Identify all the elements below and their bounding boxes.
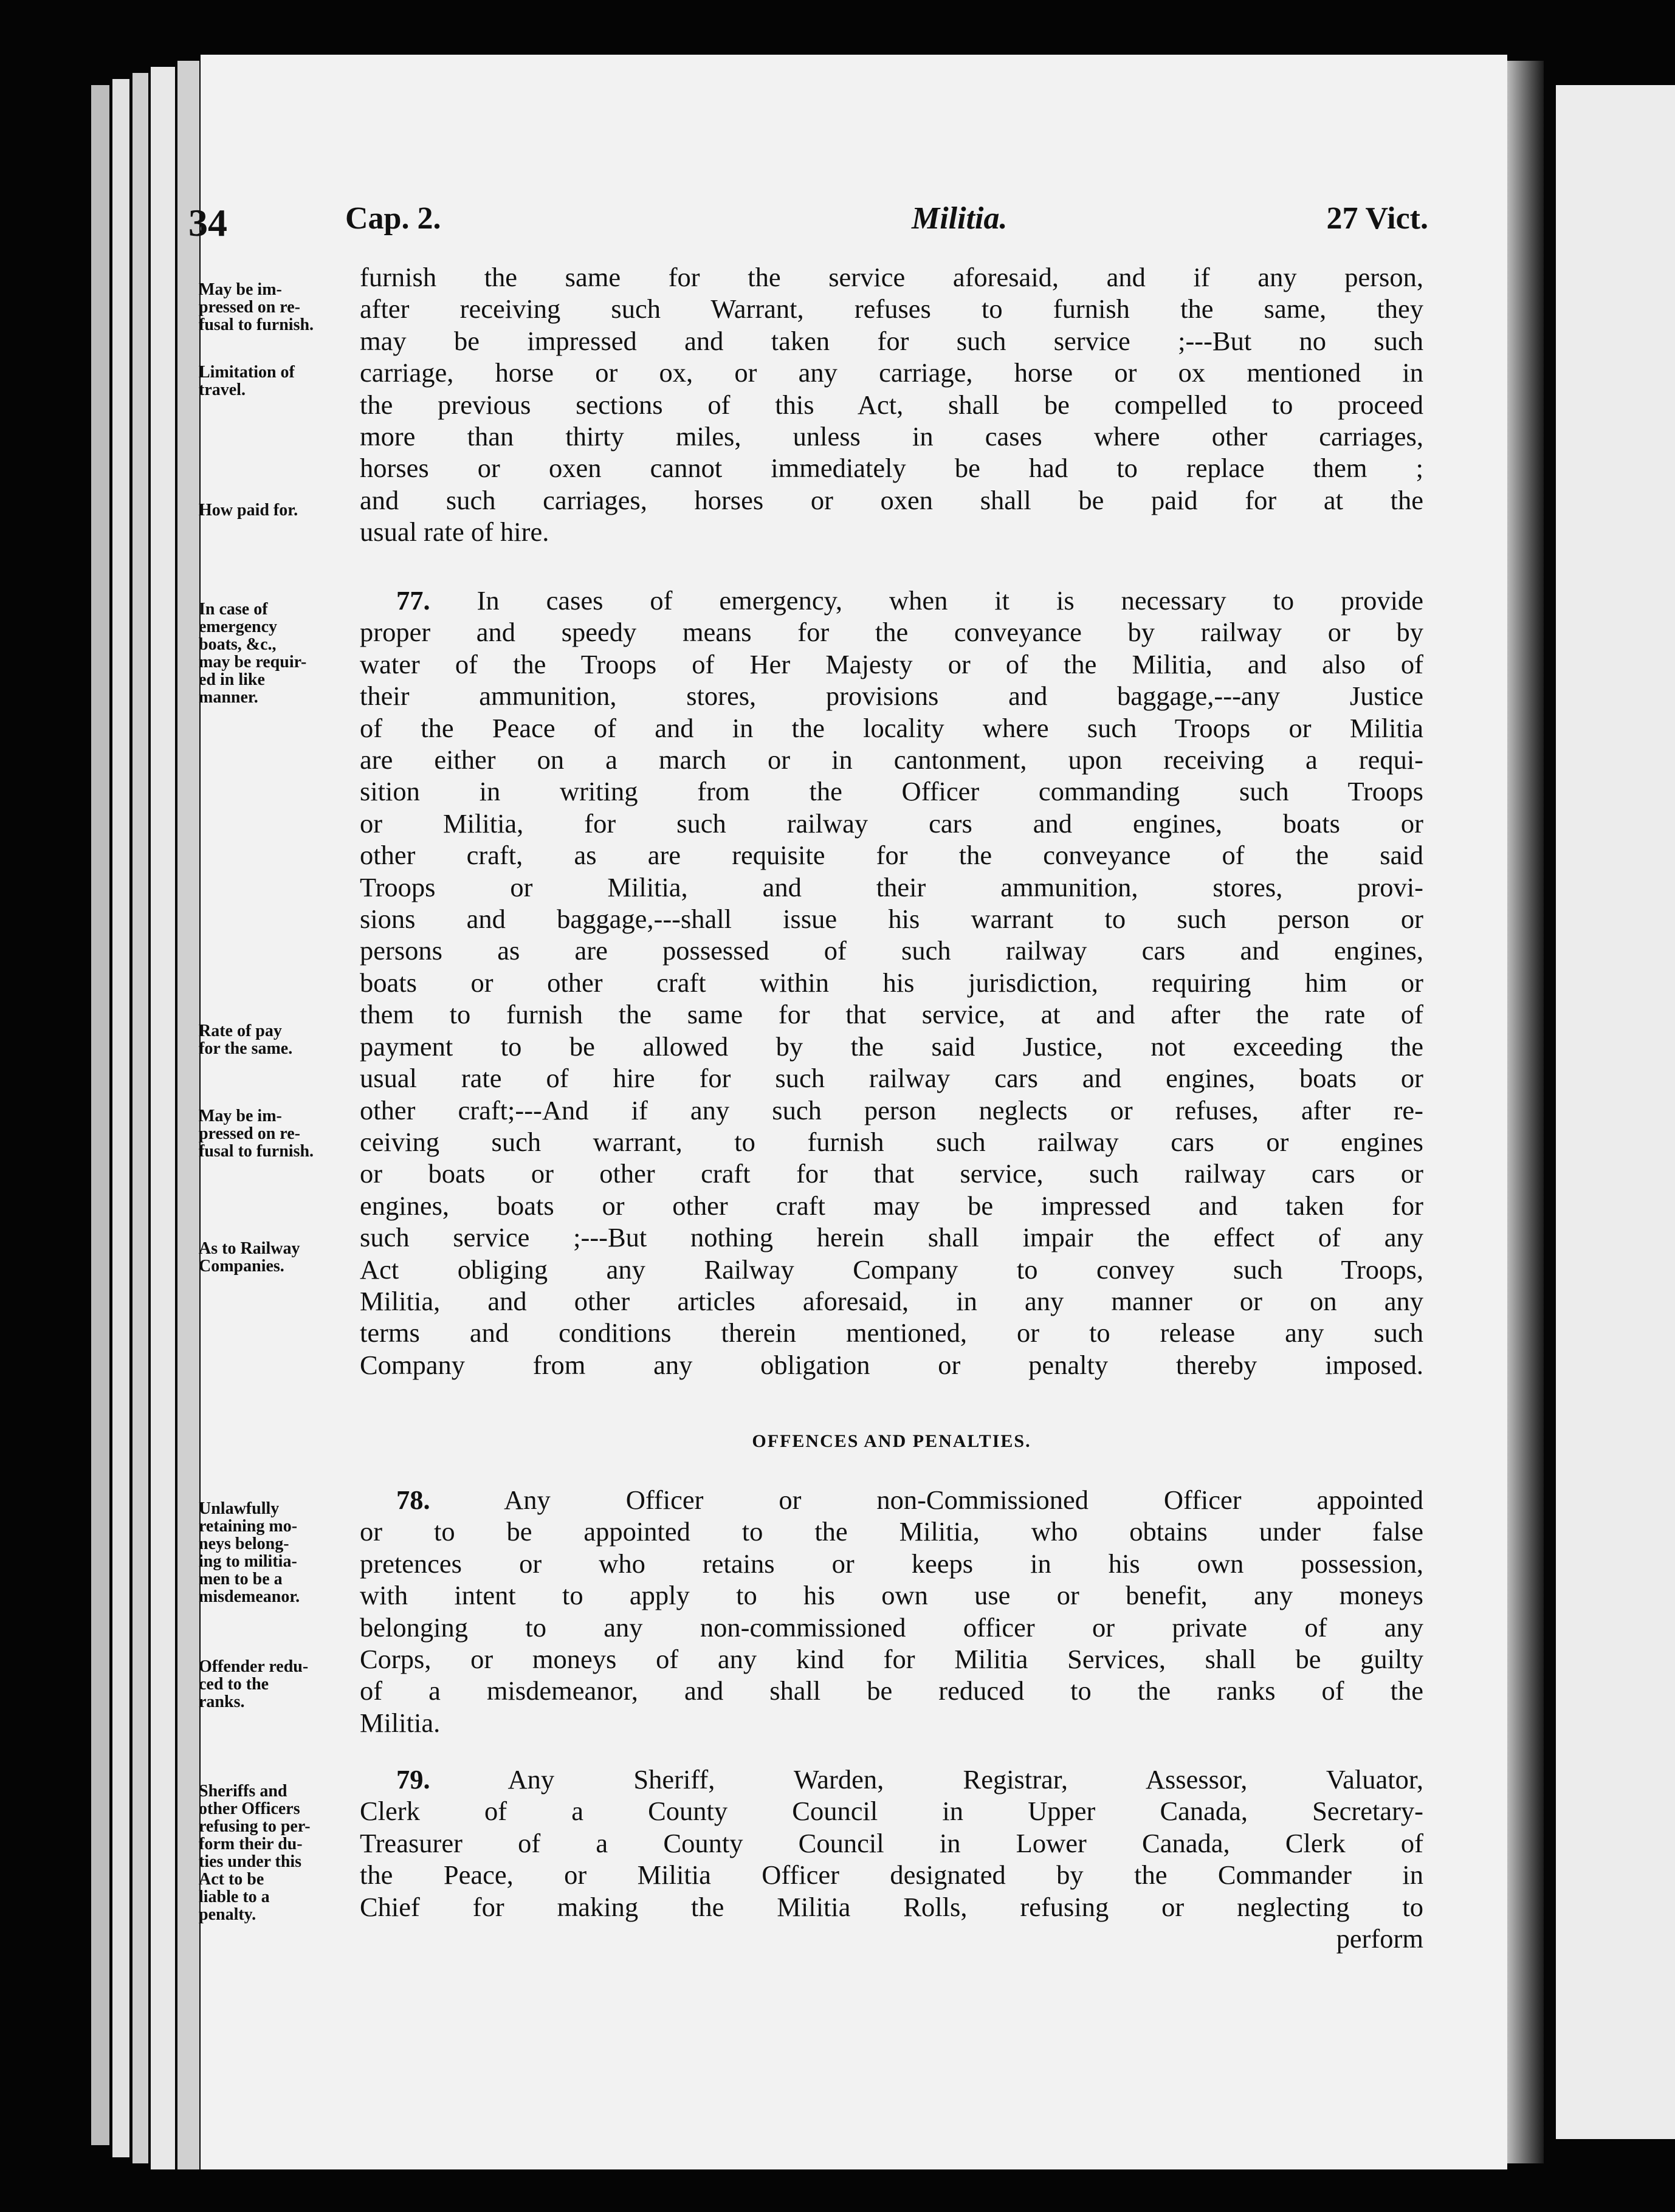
- text-line: such service ;---But nothing herein shall impair the effect of any: [360, 1222, 1423, 1253]
- text-line: boats or other craft within his jurisdiction, requiring him or: [360, 967, 1423, 998]
- page-stack-edge: [177, 61, 199, 2169]
- text-line: terms and conditions therein mentioned, or to release any such: [360, 1317, 1423, 1348]
- margin-note: [199, 600, 369, 706]
- text-line: Corps, or moneys of any kind for Militia Services, shall be guilty: [360, 1644, 1423, 1675]
- margin-note-text: May be im- pressed on re- fusal to furnish.: [199, 1107, 314, 1161]
- text-line: furnish the same for the service aforesaid, and if any person,: [360, 262, 1423, 292]
- margin-note-text: How paid for.: [199, 501, 298, 520]
- text-line: belonging to any non-commissioned officer or private of any: [360, 1612, 1423, 1643]
- section-first-line: [360, 1484, 1423, 1516]
- text-line: sition in writing from the Officer commanding such Troops: [360, 776, 1423, 807]
- margin-note: [199, 1658, 369, 1711]
- margin-note: [199, 1107, 369, 1160]
- page-stack-edge: [151, 67, 175, 2169]
- margin-note: [199, 501, 369, 519]
- text-line: the previous sections of this Act, shall be compelled to proceed: [360, 389, 1423, 420]
- margin-note-text: In case of emergency boats, &c., may be requir- ed in like manner.: [199, 600, 307, 707]
- book-gutter: [1507, 61, 1544, 2163]
- text-line: ceiving such warrant, to furnish such railway cars or engines: [360, 1126, 1423, 1157]
- page-number: 34: [188, 201, 227, 244]
- text-line: Company from any obligation or penalty thereby imposed.: [360, 1349, 1423, 1380]
- text-line: or Militia, for such railway cars and engines, boats or: [360, 808, 1423, 839]
- text-line: usual rate of hire.: [360, 517, 549, 548]
- margin-note-text: May be im- pressed on re- fusal to furnish.: [199, 280, 314, 334]
- margin-note: [199, 1240, 369, 1275]
- text-line: them to furnish the same for that service, at and after the rate of: [360, 999, 1423, 1030]
- paragraph-continued: [360, 261, 1423, 548]
- text-line: In cases of emergency, when it is necessary to provide: [476, 585, 1424, 616]
- text-line: may be impressed and taken for such service ;---But no such: [360, 325, 1423, 356]
- page-stack-edge: [112, 79, 129, 2157]
- text-line: pretences or who retains or keeps in his own possession,: [360, 1548, 1423, 1579]
- text-line: payment to be allowed by the said Justice, not exceeding the: [360, 1031, 1423, 1062]
- text-line: the Peace, or Militia Officer designated by the Commander in: [360, 1860, 1423, 1891]
- section-number: 77.: [396, 585, 430, 616]
- facing-page-edge: [1556, 85, 1675, 2139]
- text-line: other craft;---And if any such person neglects or refuses, after re-: [360, 1094, 1423, 1125]
- text-line: their ammunition, stores, provisions and baggage,---any Justice: [360, 681, 1423, 712]
- text-line: other craft, as are requisite for the conveyance of the said: [360, 840, 1423, 871]
- section-77: [360, 585, 1423, 1381]
- margin-note: [199, 363, 369, 399]
- catchword: perform: [1336, 1923, 1423, 1954]
- section-first-line: [360, 1764, 1423, 1795]
- text-line: proper and speedy means for the conveyance by railway or by: [360, 617, 1423, 648]
- text-line: usual rate of hire for such railway cars and engines, boats or: [360, 1063, 1423, 1094]
- text-line: persons as are possessed of such railway cars and engines,: [360, 935, 1423, 966]
- text-line: Any Sheriff, Warden, Registrar, Assessor, Valuator,: [507, 1764, 1423, 1795]
- margin-note: [199, 1782, 369, 1923]
- section-79: [360, 1764, 1423, 1954]
- text-line: Clerk of a County Council in Upper Canada, Secretary-: [360, 1796, 1423, 1827]
- text-line: sions and baggage,---shall issue his warrant to such person or: [360, 904, 1423, 935]
- margin-note-text: Sheriffs and other Officers refusing to per- form their du- ties under this Act to be liable to a penalty.: [199, 1782, 311, 1924]
- text-line: water of the Troops of Her Majesty or of the Militia, and also of: [360, 648, 1423, 679]
- running-title: Militia.: [912, 201, 1008, 236]
- page-stack-edge: [91, 85, 109, 2145]
- margin-note-text: Offender redu- ced to the ranks.: [199, 1657, 309, 1711]
- text-line: of a misdemeanor, and shall be reduced to the ranks of the: [360, 1675, 1423, 1706]
- text-line: more than thirty miles, unless in cases where other carriages,: [360, 421, 1423, 452]
- text-line: after receiving such Warrant, refuses to furnish the same, they: [360, 294, 1423, 325]
- text-line: or to be appointed to the Militia, who obtains under false: [360, 1516, 1423, 1547]
- page-stack-edge: [132, 73, 148, 2163]
- text-line: are either on a march or in cantonment, upon receiving a requi-: [360, 744, 1423, 775]
- regnal-year: 27 Vict.: [1326, 201, 1428, 236]
- margin-note-text: As to Railway Companies.: [199, 1239, 300, 1276]
- text-line: Act obliging any Railway Company to convey such Troops,: [360, 1254, 1423, 1285]
- section-first-line: [360, 585, 1423, 616]
- section-78: [360, 1484, 1423, 1739]
- text-line: of the Peace of and in the locality where such Troops or Militia: [360, 712, 1423, 743]
- margin-note-text: Rate of pay for the same.: [199, 1022, 293, 1058]
- text-line: Troops or Militia, and their ammunition, stores, provi-: [360, 871, 1423, 902]
- text-line: engines, boats or other craft may be impressed and taken for: [360, 1190, 1423, 1221]
- text-line: Any Officer or non-Commissioned Officer appointed: [504, 1485, 1424, 1515]
- text-line: Militia.: [360, 1707, 441, 1738]
- running-header: [188, 201, 1428, 249]
- section-number: 79.: [396, 1764, 430, 1795]
- text-line: Treasurer of a County Council in Lower Canada, Clerk of: [360, 1827, 1423, 1858]
- chapter-label: Cap. 2.: [345, 201, 441, 236]
- text-line: or boats or other craft for that service, such railway cars or: [360, 1158, 1423, 1189]
- section-number: 78.: [396, 1485, 430, 1515]
- margin-note-text: Unlawfully retaining mo- neys belong- ing to militia- men to be a misdemeanor.: [199, 1499, 300, 1606]
- margin-note: [199, 1022, 369, 1057]
- text-line: Militia, and other articles aforesaid, in any manner or on any: [360, 1285, 1423, 1316]
- margin-note: [199, 281, 369, 334]
- text-line: and such carriages, horses or oxen shall be paid for at the: [360, 484, 1423, 515]
- text-line: horses or oxen cannot immediately be had to replace them ;: [360, 453, 1423, 484]
- text-line: carriage, horse or ox, or any carriage, horse or ox mentioned in: [360, 357, 1423, 388]
- text-line: with intent to apply to his own use or benefit, any moneys: [360, 1580, 1423, 1611]
- section-heading: OFFENCES AND PENALTIES.: [752, 1431, 1031, 1451]
- margin-note: [199, 1500, 369, 1606]
- text-line: Chief for making the Militia Rolls, refusing or neglecting to: [360, 1891, 1423, 1922]
- margin-note-text: Limitation of travel.: [199, 363, 295, 399]
